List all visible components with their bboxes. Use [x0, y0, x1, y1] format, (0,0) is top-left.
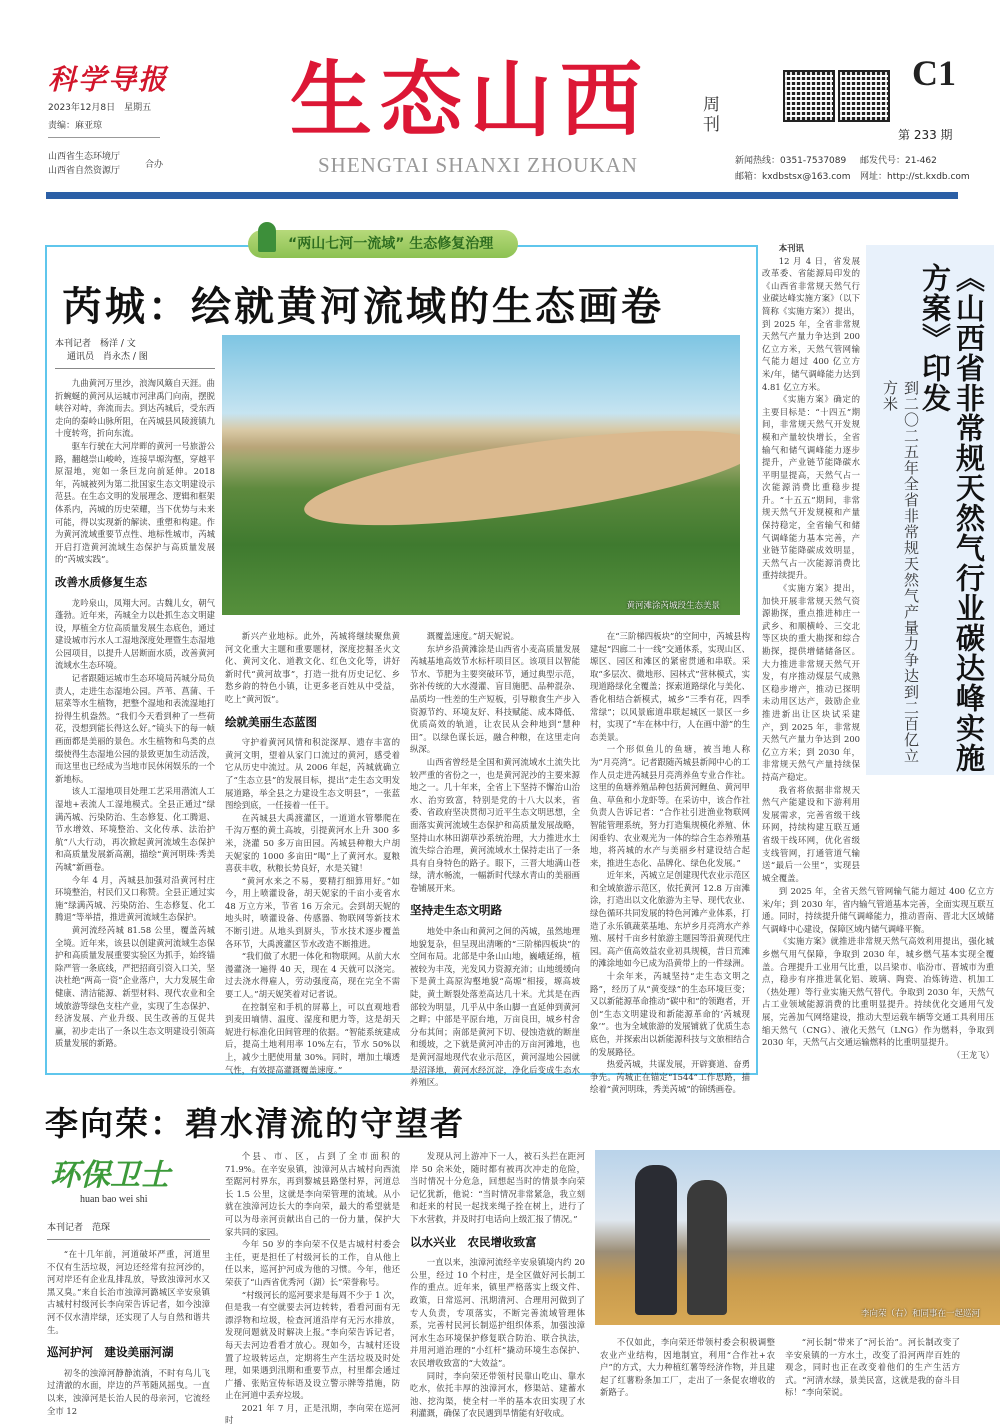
subheading: 坚持走生态文明路: [410, 903, 502, 918]
paragraph: 在控制室和手机的屏幕上，可以直观地看到麦田墒情、温度、湿度和肥力等，这是胡天妮进行标准化田间管理的依据。“智能系统建成后，提高土地利用率 10%左右，节水 50%以上，减少土肥使用量 30%。同时，增加土壤透气性，有效提高灌溉覆盖速度。”: [225, 1001, 400, 1075]
paragraph: 溉覆盖速度。”胡天妮说。: [426, 631, 520, 641]
subheading: 巡河护河 建设美丽河湖: [47, 1345, 174, 1360]
brief-headline: 《山西省非常规天然气行业碳达峰实施方案》印发: [918, 263, 986, 773]
paragraph: 黄河流经芮城 81.58 公里，覆盖芮城全境。近年来，该县以创建黄河流域生态保护和高质量发展重要实验区为抓手，始终锚除严管一条底线，严把招商引资入口关，坚决杜绝“两高一资”企业落户，大力发展生命健康、清洁能源、新型材料、现代农业和全域旅游等绿色支柱产业，实现了生态保护、经济发展、产业升级、民生改善的互促共赢，初步走出了一条以生态文明建设引领高质量发展的新路。: [55, 924, 215, 1049]
newspaper-logo: 科学导报: [48, 63, 169, 96]
paragraph: 在“三阶梯四板块”的空间中，芮城县构建起“四廊二十一线”交通体系，实现山区、塬区、园区和滩区的紧密贯通和串联。采取“多层次、微地形、园林式”营林模式，实现道路绿化全覆盖；探索道路绿化与美化、香化相结合新模式，城乡“三季有花，四季常绿”；以风景廊道串联起城区一景区一乡村，实现了“车在林中行，人在画中游”的生态美景。: [590, 631, 750, 742]
feature-column: [785, 1336, 960, 1399]
weekly-label: 周刊: [703, 95, 720, 135]
page-number: C1: [912, 53, 956, 93]
paragraph: 初冬的浊漳河静静流淌，不时有鸟儿飞过清澈的水面，岸边的芦苇随风摇曳。一直以来，浊漳河是长治人民的母亲河，它流经全市 12: [47, 1367, 210, 1416]
paragraph: 驱车行驶在大河岸畔的黄河一号旅游公路，翻越崇山峻岭，连接旱塬沟壑，穿越平原湿地，宛如一条巨龙向前延伸。2018 年，芮城被列为第二批国家生态文明建设示范县。在生态文明的发展理念、逻辑和框架体系内，芮城的历史荣耀，当下优势与未来可能，得以实现新的解读、重塑和构建。作为黄河流域重要节点性、地标性城市，芮城开启打造黄河流域生态保护与高质量发展的“芮城实践”。: [55, 440, 215, 565]
paragraph: “我们做了水肥一体化和物联网。从前大水漫灌浇一遍得 40 天，现在 4 天就可以浇完。过去浇水得雇人，劳动强度高，现在完全不需要工人。”胡天妮笑着对记者说。: [225, 951, 400, 1000]
paragraph: 一个形似鱼儿的鱼塘，被当地人称为“月亮湾”。记者跟随芮城县新闻中心的工作人员走进芮城县月亮湾养鱼专业合作社。这里的鱼塘养殖品种包括黄河鲤鱼、黄河甲鱼、草鱼和小龙虾等。在采访中，该合作社负责人告诉记者：“合作社引进渔业物联网智能管理系统，努力打造集规模化养殖、休闲垂钓、农业观光为一体的综合生态养殖基地，将芮城的水产与美丽乡村建设结合起来，推进生态化、品牌化、绿色化发展。”: [590, 744, 750, 868]
header-rule: [46, 192, 958, 199]
paragraph: “村级河长的巡河要求是每周不少于 1 次，但是我一有空就要去河边转转，看看河面有无漂浮物和垃圾，检查河道沿岸有无污水排放，发现问题就及时解决上报。”李向荣告诉记者，每天去河边看看才放心。现如今，古城村还设置了垃圾转运点，定期将生产生活垃圾及时处理，如果遇到汛期和重要节点，村里都会通过广播、张贴宣传标语及设立警示牌等措施，防止在河道中丢弃垃圾。: [225, 1289, 400, 1401]
paragraph: 发现从河上游冲下一人，被石头拦在距河岸 50 余米处，随时都有被再次冲走的危险，当时情况十分危急，回想起当时的情景李向荣记忆犹新，他说：“当时情况非常紧急，我立刻和赶来的村民一起找来绳子拴在树上，进行了下水营救，并及时打电话向上级汇报了情况。”: [410, 1151, 585, 1224]
paragraph: 今年 50 岁的李向荣不仅是古城村村委会主任，更是担任了村级河长的工作，自从他上任以来，巡河护河成为他的习惯。今年，他还荣获了“山西省优秀河（湖）长”荣誉称号。: [225, 1239, 400, 1287]
title-pinyin: SHENGTAI SHANXI ZHOUKAN: [318, 153, 638, 177]
brief-column: [762, 242, 860, 882]
issue-number: 第 233 期: [898, 128, 953, 142]
paragraph: 近年来，芮城立足创建现代农业示范区和全域旅游示范区，依托黄河 12.8 万亩滩涂，打造出以文化旅游为主导、现代农业、绿色循环共同发展的特色河滩产业体系，打造了永乐镇蔬菜基地、东垆乡月亮湾水产养殖、展村千亩乡村旅游主题园等沿黄现代庄园。高产值高效益农业初具规模，昔日荒滩的滩涂地如今已成为沿黄带上的一件绿洲。: [590, 870, 750, 969]
paragraph: 《实施方案》就推进非常规天然气高效利用提出，强化城乡燃气用气保障，争取到 2030 年，城乡燃气基本实现全覆盖。合理提升工业用气比重，以吕梁市、临汾市、晋城市为重点，稳步有序推进氧化铝、玻璃、陶瓷、冶炼铸造、机加工（热处理）等行业实施天然气替代。争取到 2030 年，天然气占工业领域能源消费的比重明显提升。持续优化交通用气发展，完善加气网络建设，推动大型运载车辆等交通工具利用压缩天然气（CNG）、液化天然气（LNG）作为燃料，争取到 2030 年，天然气占交通运输燃料的比重明显提升。: [762, 936, 994, 1048]
paragraph: 该人工湿地项目处理工艺采用潜流人工湿地+表流人工湿地模式。全县正通过“绿满芮城、污染防治、生态修复、化工腾退、节水增效、环境整治、文化传承、法治护航”八大行动，再次掀起黄河流域生态保护和高质量发展新高潮，描绘“黄河明珠·秀美芮城”新画卷。: [55, 786, 215, 872]
yellow-river-photo: [222, 335, 740, 615]
paragraph: 在芮城县大禹渡灌区，一道道水管攀爬在千沟万壑的黄土高坡，引提黄河水上升 300 多米，浇灌 50 多万亩田园。芮城县种粮大户胡天妮家的 1000 多亩田“喝”上了黄河水。夏粮喜获丰收，秋粮长势良好，水是关键！: [225, 812, 400, 874]
subheading: 绘就美丽生态蓝图: [225, 714, 317, 729]
section-kicker: [248, 230, 518, 258]
paragraph: 一直以来，浊漳河流经辛安泉镇境内约 20 公里，经过 10 个村庄，是全区做好河长制工作的重点。近年来，镇里严格落实上级文件、政策，日常巡河、汛期清河、合理用河做到了专人负责，专项落实，不断完善流域管理体系，完善村民河长制巡护组织体系，加强浊漳河水生态环境保护修复联合防治、联合执法，并用河道治理的“小红杆”撬动环境生态保护、农民增收致富的“大效益”。: [410, 1257, 585, 1368]
paragraph: 个县、市、区，占到了全市面积的 71.9%。在辛安泉镇，浊漳河从古城村向西流至踞河村界东，再到黎城县路堡村界，河道总长 1.5 公里，这就是李向荣管理的流域。从小就在浊漳河边长大的李向荣，最大的希望就是可以为母亲河贡献出自己的一份力量，保护大家共同的家园。: [225, 1151, 400, 1237]
article-column: [410, 630, 580, 1089]
co-host-label: 合办: [145, 160, 164, 170]
paragraph: 同时，李向荣还带领村民靠山吃山、靠水吃水，依托丰厚的浊漳河水，修渠站、建蓄水池、挖沟渠，使全村一半的基本农田实现了水利灌溉，确保了农民遇到旱情能有好收成。: [410, 1370, 585, 1419]
brief-subhead: 到二〇二五年全省非常规天然气产量力争达到二百亿立方米: [881, 380, 920, 764]
paragraph: 九曲黄河万里沙，浪淘风簸自天涯。曲折蜿蜒的黄河从运城市河津禹门向南，摆脱峡谷对峙，奔流而去。到达芮城后，受东西走向的秦岭山脉所阻，在芮城县风陵渡镇九十度转弯，折向东流。: [55, 378, 215, 439]
brief-author: （王龙飞）: [952, 1049, 994, 1060]
qr-code-icon: [783, 70, 835, 122]
paragraph: 《实施方案》提出，加快开展非常规天然气资源勘探，重点推进柿庄一武乡、和顺横岭、三交北等区块的重大勘探和综合勘探，提供增储储备区。大力推进非常规天然气开发，有序推动煤层气成熟区稳步增产，推动已探明未动用区达产，鼓励企业推进新出让区块试采建产，到 2025 年，非常规天然气产量力争达到 200 亿立方米；到 2030 年，非常规天然气产量持续保持高产稳定。: [762, 583, 860, 782]
byline: 本刊记者 杨洋 / 文 通讯员 肖永杰 / 图: [55, 338, 215, 369]
main-headline: 芮城：绘就黄河流域的生态画卷: [62, 284, 664, 330]
paragraph: 到 2025 年，全省天然气管网输气能力超过 400 亿立方米/年；到 2030 年，省内输气管道基本完善，全面实现互联互通。同时，持续提升储气调峰能力，推动晋南、晋北大区域储气调峰中心建设，保障区域内储气调峰平衡。: [762, 886, 994, 934]
organizers: [48, 150, 120, 178]
paragraph: 龙吟泉山，凤翔大河。古魏儿女，朝气蓬勃。近年来，芮城全力以赴抓生态文明建设，厚植全方位高质量发展生态底色，通过建设城市污水人工湿地深度处理暨生态湿地公园项目，以提升人居断面水质，改善黄河流域水生态环境。: [55, 597, 215, 671]
supplement-title: 生态山西: [290, 52, 651, 148]
subheading: 改善水质修复生态: [55, 574, 147, 589]
kicker-text: “两山七河一流域” 生态修复治理: [288, 236, 494, 252]
brief-lead: 本刊讯: [778, 243, 804, 253]
article-column: [55, 338, 215, 1050]
paragraph: 地处中条山和黄河之间的芮城，虽然地理地貌复杂，但呈现出清晰的“三阶梯四板块”的空间布局。北部是中条山山地，巍峨延绵，植被较为丰茂，光发风力资源充沛；山地缓缓向下是黄土高原沟壑地貌“高塬”相接，塬高坡陡，黄土断裂处落差高达几十米。尤其是在西部较为明显，几乎从中条山脚一直延伸到黄河之畔；中部是平原台地，万亩良田，城乡村舍分布其间；南部是黄河下切、侵蚀造就的断崖和缓坡，之下就是黄河冲击的万亩河滩地，也是黄河湿地现代农业示范区，黄河湿地公园就是沼泽地，黄河水经沉淀，净化后变成生态水养殖区。: [410, 926, 580, 1088]
paragraph: 我省将依据非常规天然气产能建设和下游利用发展需求，完善省级干线环网，持续构建互联互通省级干线环网，优化省级支线管网，打通管道气输送“最后一公里”，实现县城全覆盖。: [762, 784, 860, 882]
editor: 责编：麻亚琼: [48, 118, 160, 138]
postcode: 邮发代号：21-462: [860, 156, 937, 166]
paragraph: “河长制”带来了“河长治”。河长制改变了辛安泉镇的一方水土，改变了沿河两岸百姓的观念，同时也正在改变着他们的生产生活方式。“河清水绿，景美民富，这就是我的奋斗目标！”李向荣说。: [785, 1337, 960, 1398]
river-patrol-photo: [595, 1150, 1000, 1325]
paragraph: 新兴产业地标。此外，芮城将继续聚焦黄河文化重大主题和重要题材，深度挖掘圣火文化、黄河文化、道教文化、红色文化等，讲好新时代“黄河故事”，打造一批有历史记忆、乡愁乡韵的特色小镇，让更多老百姓从中受益，吃上“黄河饭”。: [225, 631, 400, 704]
organizer: 山西省生态环境厅: [48, 152, 121, 162]
feature-column: [410, 1150, 585, 1420]
tree-icon: [258, 222, 276, 252]
column-logo-text: 环保卫士: [50, 1158, 170, 1193]
paragraph: 山西省曾经是全国和黄河流域水土流失比较严重的省份之一，也是黄河泥沙的主要来源地之一。几十年来，全省上下坚持不懈治山治水、治穷致富，特别是党的十八大以来，省委、省政府坚决贯彻习近平生态文明思想，全面落实黄河流域生态保护和高质量发展战略，坚持山水林田湖草沙系统治理，大力推进水土流失综合治理，黄河流域水土保持走出了一条具有自身特色的路子。眼下，三晋大地满山苍绿，清水畅流，一幅新时代绿水青山的美丽画卷铺展开来。: [410, 756, 580, 893]
article-column: [590, 630, 750, 1096]
feature-column: [600, 1336, 775, 1399]
feature-column: [47, 1222, 210, 1417]
paragraph: “在十几年前，河道破坏严重，河道里不仅有生活垃圾，河边还经常有拉河沙的，河对岸还有企业乱排乱放，导致浊漳河水又黑又臭。”来自长治市浊漳河潞城区辛安泉镇古城村村级河长李向荣告诉记者，如今浊漳河不仅水清岸绿，还实现了人与自然和谐共生。: [47, 1249, 210, 1335]
hotline: 新闻热线：0351-7537089: [735, 156, 847, 166]
qr-code-icon: [838, 70, 890, 122]
paragraph: 《实施方案》确定的主要目标是：“十四五”期间，非常规天然气开发规模和产量较快增长，全省输气和储气调峰能力逐步提升，产业链节能降碳水平明显提高，天然气占一次能源消费比重稳步提升。“十五五”期间，非常规天然气开发规模和产量保持稳定，全省输气和储气调峰能力基本完善，产业链节能降碳成效明显，天然气占一次能源消费比重持续提升。: [762, 394, 860, 581]
paragraph: 记者跟随运城市生态环境局芮城分局负责人，走进生态湿地公园。芦苇、菖蒲、千屈菜等水生植物，把整个湿地和表流湿地打扮得生机盎然。“我们今天看到种了一些荷花，没想到能长得这么好。”镜头下的每一帧画面都是美丽的景色。水生植物和鸟类的点缀使得生态湿地公园的景致更加生动活泼，而这里也已经成为当地市民休闲娱乐的一个新地标。: [55, 673, 215, 784]
person-figure: [635, 1165, 677, 1315]
column-logo: [50, 1150, 190, 1212]
email: 邮箱：kxdbstsx@163.com: [735, 172, 851, 182]
article-column: [225, 630, 400, 1076]
paragraph: 不仅如此，李向荣还带领村委会积极调整农业产业结构，因地制宜，利用“合作社+农户”的方式，大力种植红薯等经济作物，并且建起了红薯粉条加工厂，走出了一条促农增收的新路子。: [600, 1337, 775, 1398]
feature-column: [225, 1150, 400, 1427]
river-shape: [299, 411, 740, 544]
person-figure: [687, 1180, 727, 1315]
brief-headline-panel: [866, 245, 994, 775]
photo-caption: 黄河滩涂芮城段生态美景: [626, 601, 720, 611]
website[interactable]: 网址：http://st.kxdb.com: [860, 172, 970, 182]
subheading: 以水兴业 农民增收致富: [410, 1234, 537, 1249]
feature-headline: 李向荣：碧水清流的守望者: [45, 1104, 465, 1143]
photo-caption: 李向荣（右）和同事在一起巡河: [860, 1309, 980, 1319]
paragraph: 2021 年 7 月，正是汛期，李向荣在巡河时: [225, 1402, 400, 1426]
column-logo-pinyin: huan bao wei shi: [80, 1194, 148, 1205]
byline: 本刊记者 范琛: [47, 1222, 210, 1240]
paragraph: 12 月 4 日，省发展改革委、省能源局印发的《山西省非常规天然气行业碳达峰实施方案》（以下简称《实施方案》）提出，到 2025 年，全省非常规天然气产量力争达到 200 亿立方米，天然气管网输气能力超过 400 亿立方米/年，储气调峰能力达到 4.81 亿立方米。: [762, 255, 860, 392]
paragraph: 十余年来，芮城坚持“走生态文明之路”，经历了从“黄变绿”的生态环境巨变；又以新能源革命推动“碳中和”的领跑者，开创“生态文明建设和新能源革命的‘芮城现象’”。也为全域旅游的发展铺就了优质生态底色，并探索出以新能源科技与文旅相结合的发展路径。: [590, 971, 750, 1057]
paragraph: 守护着黄河风情和积淀深厚、遗存丰富的黄河文明，望着从家门口流过的黄河，感受着它从历史中流过。从 2006 年起，芮城就确立了“生态立县”的发展目标，提出“走生态文明发展道路，举全县之力建设生态文明县”，一张蓝图绘到底，一任接着一任干。: [225, 737, 400, 811]
issue-date: 2023年12月8日 星期五: [48, 103, 152, 113]
brief-column: [762, 885, 994, 1061]
organizer: 山西省自然资源厅: [48, 166, 121, 176]
paragraph: 热爱芮城，共谋发展，开辟赛道、奋勇争先。芮城正在锚定“1544”工作思路，描绘着“黄河明珠，秀美芮城”的锦绣画卷。: [590, 1059, 750, 1095]
paragraph: “黄河水来之不易，要精打细算用好。”如今，用上喷灌设备，胡天妮家的千亩小麦省水 48 万立方米，节省 16 万余元。会到胡天妮的地头时，喷灌设备、传感器、物联网等新技术不断引进。从地头到厨头，节水技术逐步覆盖各环节，大禹渡灌区节水改造不断推进。: [225, 875, 400, 949]
paragraph: 东垆乡沿黄滩涂是山西省小麦高质量发展芮城基地高效节水标杆项目区。该项目以智能节水、节肥为主要突破环节，通过典型示范，弥补传统的大水漫灌、盲目施肥、品种混杂、品质均一性差的生产短板，引导粮食生产步入资源节约、环境友好、科技赋能、成本降低、优质高效的轨道，让农民从会种地到“慧种田”。以绿色谋长远，融合种粮，在这里走向纵深。: [410, 643, 580, 755]
paragraph: 今年 4 月，芮城县加强对沿黄河村庄环境整治，村民们又口称赞。全县正通过实施“绿满芮城、污染防治、生态修复、化工腾退”等举措，推进黄河流域生态保护。: [55, 874, 215, 923]
